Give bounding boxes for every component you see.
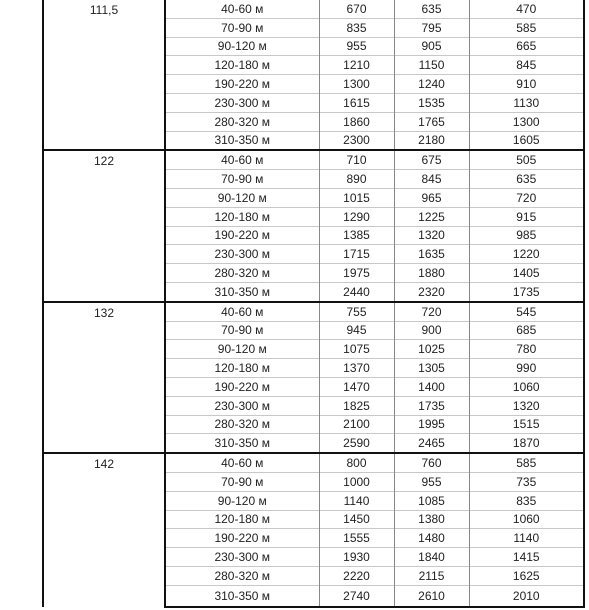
price-cell-2: 1635 <box>394 245 469 264</box>
diameter-group <box>43 453 584 607</box>
price-cell-1: 1210 <box>319 56 394 75</box>
price-cell-1: 2590 <box>319 434 394 453</box>
price-cell-3: 1130 <box>469 93 584 112</box>
price-cell-1: 2220 <box>319 566 394 585</box>
price-cell-3: 585 <box>469 453 584 472</box>
price-cell-2: 965 <box>394 188 469 207</box>
range-cell: 90-120 м <box>165 491 319 510</box>
price-cell-3: 835 <box>469 491 584 510</box>
price-cell-2: 760 <box>394 453 469 472</box>
price-cell-2: 1025 <box>394 340 469 359</box>
range-cell: 280-320 м <box>165 566 319 585</box>
diameter-cell: 111,5 <box>43 0 165 150</box>
range-cell: 70-90 м <box>165 321 319 340</box>
range-cell: 40-60 м <box>165 0 319 18</box>
price-cell-2: 1995 <box>394 415 469 434</box>
price-cell-1: 1860 <box>319 112 394 131</box>
price-cell-1: 1370 <box>319 359 394 378</box>
range-cell: 40-60 м <box>165 302 319 321</box>
price-cell-1: 1450 <box>319 510 394 529</box>
price-cell-3: 665 <box>469 37 584 56</box>
price-cell-2: 1305 <box>394 359 469 378</box>
price-cell-1: 670 <box>319 0 394 18</box>
price-cell-1: 835 <box>319 18 394 37</box>
price-cell-3: 915 <box>469 207 584 226</box>
price-cell-2: 2180 <box>394 131 469 150</box>
price-cell-2: 1880 <box>394 264 469 283</box>
price-cell-1: 2100 <box>319 415 394 434</box>
price-cell-3: 985 <box>469 226 584 245</box>
price-cell-3: 1300 <box>469 112 584 131</box>
price-cell-3: 470 <box>469 0 584 18</box>
price-cell-1: 1715 <box>319 245 394 264</box>
price-cell-3: 1140 <box>469 529 584 548</box>
range-cell: 280-320 м <box>165 415 319 434</box>
diameter-group <box>43 302 584 453</box>
price-cell-1: 955 <box>319 37 394 56</box>
price-cell-1: 890 <box>319 170 394 189</box>
price-cell-1: 1470 <box>319 377 394 396</box>
price-cell-2: 1735 <box>394 396 469 415</box>
range-cell: 230-300 м <box>165 548 319 567</box>
range-cell: 310-350 м <box>165 131 319 150</box>
diameter-cell: 142 <box>43 453 165 607</box>
price-table <box>42 0 585 608</box>
range-cell: 120-180 м <box>165 56 319 75</box>
price-cell-3: 1220 <box>469 245 584 264</box>
table-row <box>43 0 584 18</box>
price-cell-3: 735 <box>469 472 584 491</box>
diameter-cell: 132 <box>43 302 165 453</box>
price-cell-2: 1150 <box>394 56 469 75</box>
range-cell: 310-350 м <box>165 585 319 607</box>
price-cell-2: 1765 <box>394 112 469 131</box>
price-cell-3: 1605 <box>469 131 584 150</box>
price-cell-2: 675 <box>394 150 469 169</box>
price-cell-2: 845 <box>394 170 469 189</box>
price-cell-3: 2010 <box>469 585 584 607</box>
price-cell-2: 1480 <box>394 529 469 548</box>
table-row <box>43 302 584 321</box>
price-cell-1: 1930 <box>319 548 394 567</box>
table-row <box>43 150 584 169</box>
diameter-cell: 122 <box>43 150 165 301</box>
price-cell-3: 685 <box>469 321 584 340</box>
price-cell-2: 1240 <box>394 75 469 94</box>
price-cell-3: 1515 <box>469 415 584 434</box>
price-cell-2: 1840 <box>394 548 469 567</box>
price-cell-2: 1535 <box>394 93 469 112</box>
price-cell-3: 780 <box>469 340 584 359</box>
price-cell-1: 2440 <box>319 282 394 301</box>
table-row <box>43 453 584 472</box>
price-cell-1: 2740 <box>319 585 394 607</box>
price-cell-1: 1015 <box>319 188 394 207</box>
price-cell-3: 1735 <box>469 282 584 301</box>
price-cell-1: 755 <box>319 302 394 321</box>
range-cell: 90-120 м <box>165 340 319 359</box>
range-cell: 90-120 м <box>165 37 319 56</box>
price-cell-2: 2115 <box>394 566 469 585</box>
price-cell-3: 585 <box>469 18 584 37</box>
range-cell: 90-120 м <box>165 188 319 207</box>
diameter-group <box>43 0 584 150</box>
price-cell-2: 635 <box>394 0 469 18</box>
price-cell-2: 2610 <box>394 585 469 607</box>
price-cell-3: 720 <box>469 188 584 207</box>
price-cell-3: 910 <box>469 75 584 94</box>
price-cell-2: 1320 <box>394 226 469 245</box>
range-cell: 230-300 м <box>165 245 319 264</box>
range-cell: 280-320 м <box>165 264 319 283</box>
diameter-group <box>43 150 584 301</box>
range-cell: 280-320 м <box>165 112 319 131</box>
range-cell: 120-180 м <box>165 207 319 226</box>
price-cell-1: 1825 <box>319 396 394 415</box>
price-cell-2: 720 <box>394 302 469 321</box>
range-cell: 310-350 м <box>165 282 319 301</box>
price-cell-3: 1060 <box>469 377 584 396</box>
range-cell: 40-60 м <box>165 150 319 169</box>
price-cell-2: 2320 <box>394 282 469 301</box>
price-table-container <box>42 0 583 608</box>
range-cell: 70-90 м <box>165 472 319 491</box>
price-cell-3: 1405 <box>469 264 584 283</box>
price-cell-3: 1060 <box>469 510 584 529</box>
price-cell-1: 1075 <box>319 340 394 359</box>
price-cell-2: 795 <box>394 18 469 37</box>
range-cell: 230-300 м <box>165 93 319 112</box>
range-cell: 190-220 м <box>165 226 319 245</box>
range-cell: 120-180 м <box>165 510 319 529</box>
range-cell: 190-220 м <box>165 377 319 396</box>
price-cell-1: 945 <box>319 321 394 340</box>
price-cell-2: 1400 <box>394 377 469 396</box>
price-cell-2: 1225 <box>394 207 469 226</box>
price-cell-1: 1000 <box>319 472 394 491</box>
price-cell-1: 1555 <box>319 529 394 548</box>
price-cell-1: 1290 <box>319 207 394 226</box>
price-cell-3: 545 <box>469 302 584 321</box>
range-cell: 190-220 м <box>165 75 319 94</box>
price-cell-3: 1625 <box>469 566 584 585</box>
price-cell-3: 1415 <box>469 548 584 567</box>
price-cell-3: 505 <box>469 150 584 169</box>
price-cell-3: 845 <box>469 56 584 75</box>
range-cell: 120-180 м <box>165 359 319 378</box>
price-cell-2: 2465 <box>394 434 469 453</box>
price-cell-1: 1385 <box>319 226 394 245</box>
range-cell: 40-60 м <box>165 453 319 472</box>
range-cell: 310-350 м <box>165 434 319 453</box>
price-cell-2: 905 <box>394 37 469 56</box>
range-cell: 190-220 м <box>165 529 319 548</box>
price-cell-3: 990 <box>469 359 584 378</box>
price-cell-1: 2300 <box>319 131 394 150</box>
price-cell-2: 955 <box>394 472 469 491</box>
price-cell-3: 635 <box>469 170 584 189</box>
price-cell-1: 1140 <box>319 491 394 510</box>
range-cell: 70-90 м <box>165 170 319 189</box>
price-cell-1: 1300 <box>319 75 394 94</box>
range-cell: 230-300 м <box>165 396 319 415</box>
price-cell-1: 1615 <box>319 93 394 112</box>
range-cell: 70-90 м <box>165 18 319 37</box>
price-cell-2: 900 <box>394 321 469 340</box>
price-cell-2: 1380 <box>394 510 469 529</box>
price-cell-3: 1320 <box>469 396 584 415</box>
price-cell-1: 1975 <box>319 264 394 283</box>
price-cell-1: 710 <box>319 150 394 169</box>
price-cell-3: 1870 <box>469 434 584 453</box>
price-cell-1: 800 <box>319 453 394 472</box>
price-cell-2: 1085 <box>394 491 469 510</box>
